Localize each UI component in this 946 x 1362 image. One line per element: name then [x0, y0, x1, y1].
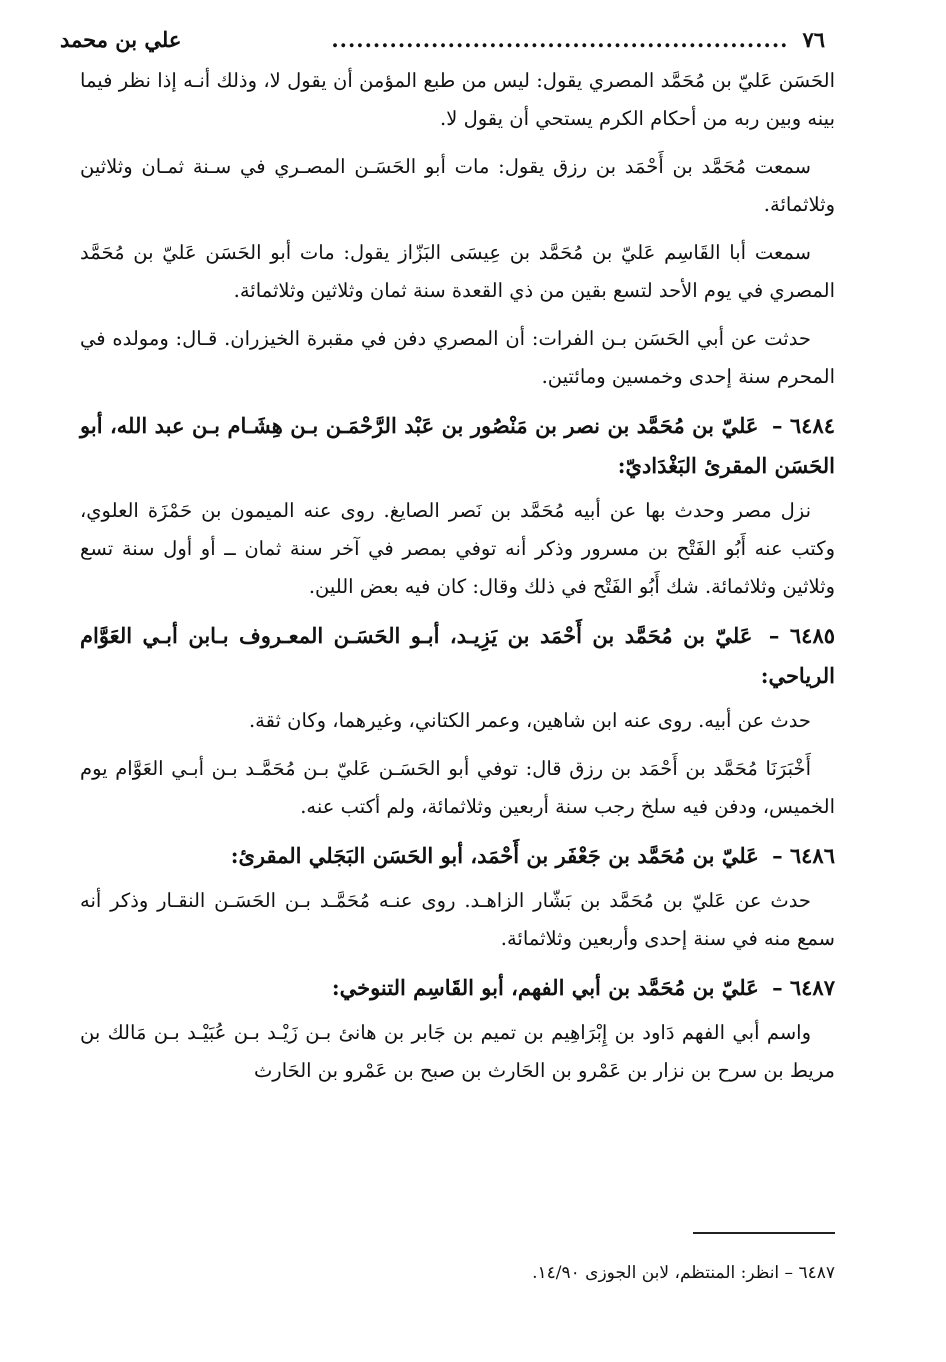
entry-heading	[80, 968, 835, 1008]
paragraph: حدث عن أبيه. روى عنه ابن شاهين، وعمر الكتاني، وغيرهما، وكان ثقة.	[248, 709, 811, 732]
paragraph: حدث عن عَليّ بن مُحَمَّد بن بَشّار الزاهـد. روى عنـه مُحَمَّـد بـن الحَسَـن النقـار وذكر أنه سمع منه في سنة إحدى وأربعين وثلاثمائة.	[80, 889, 835, 950]
paragraph: الحَسَن عَليّ بن مُحَمَّد المصري يقول: ليس من طبع المؤمن أن يقول لا، وذلك أنـه إذا نظر فيما بينه وبين ربه من أحكام الكرم يستحي أن يقول لا.	[80, 69, 835, 130]
entry-title: عَليّ بن مُحَمَّد بن جَعْفَر بن أَحْمَد، أبو الحَسَن البَجَلي المقرئ:	[230, 843, 759, 868]
paragraph: نزل مصر وحدث بها عن أبيه مُحَمَّد بن نَصر الصايغ. روى عنه الميمون بن حَمْزَة العلوي، وكتب عنه أَبُو الفَتْح بن مسرور وذكر أنه توفي بمصر في آخر سنة ثمان ــ أو أول سنة تسع وثلاثين وثلاثمائة. شك أَبُو الفَتْح في ذلك وقال: كان فيه بعض اللين.	[80, 499, 835, 598]
footnote: ٦٤٨٧ – انظر: المنتظم، لابن الجوزى ١٤/٩٠.	[532, 1263, 835, 1283]
entry-number: ٦٤٨٧ –	[772, 975, 835, 1000]
page-body	[80, 62, 835, 1100]
entry-title: عَليّ بن مُحَمَّد بن أَحْمَد بن يَزِيـد، أبـو الحَسَـن المعـروف بـابن أبـي العَوَّام الرياحي:	[80, 623, 835, 688]
entry-title: عَليّ بن مُحَمَّد بن نصر بن مَنْصُور بن عَبْد الرَّحْمَـن بـن هِشَـام بـن عبد الله، أبو الحَسَن المقرئ البَغْدَاديّ:	[80, 413, 835, 478]
paragraph: واسم أبي الفهم دَاود بن إِبْرَاهِيم بن تميم بن جَابر بن هانئ بـن زَيْـد بـن عُبَيْـد بـن مَالك بن مريط بن سرح بن نزار بن عَمْرو بن الحَارث بن صبح بن عَمْرو بن الحَارث	[80, 1021, 835, 1082]
page-header	[60, 14, 825, 64]
entry-heading	[80, 616, 835, 696]
footnote-divider	[693, 1232, 835, 1234]
entry-number: ٦٤٨٥ –	[768, 623, 836, 648]
header-leader-dots: .......................................................	[331, 26, 789, 52]
running-title: علي بن محمد	[60, 26, 182, 52]
entry-number: ٦٤٨٤ –	[771, 413, 836, 438]
entry-heading	[80, 406, 835, 486]
paragraph: سمعت أبا القَاسِم عَليّ بن مُحَمَّد بن عِيسَى البَزّاز يقول: مات أبو الحَسَن عَليّ بن مُحَمَّد المصري في يوم الأحد لتسع بقين من ذي القعدة سنة ثمان وثلاثين وثلاثمائة.	[80, 241, 835, 302]
entry-title: عَليّ بن مُحَمَّد بن أبي الفهم، أبو القَاسِم التنوخي:	[331, 975, 759, 1000]
entry-number: ٦٤٨٦ –	[772, 843, 835, 868]
page-number: ٧٦	[802, 26, 825, 52]
paragraph: أَخْبَرَنَا مُحَمَّد بن أَحْمَد بن رزق قال: توفي أبو الحَسَـن عَليّ بـن مُحَمَّـد بـن أبـي العَوَّام يوم الخميس، ودفن فيه سلخ رجب سنة أربعين وثلاثمائة، ولم أكتب عنه.	[80, 757, 835, 818]
paragraph: سمعت مُحَمَّد بن أَحْمَد بن رزق يقول: مات أبو الحَسَـن المصـري في سـنة ثمـان وثلاثين وثلاثمائة.	[80, 155, 835, 216]
entry-heading	[80, 836, 835, 876]
paragraph: حدثت عن أبي الحَسَن بـن الفرات: أن المصري دفن في مقبرة الخيزران. قـال: ومولده في المحرم سنة إحدى وخمسين ومائتين.	[80, 327, 835, 388]
